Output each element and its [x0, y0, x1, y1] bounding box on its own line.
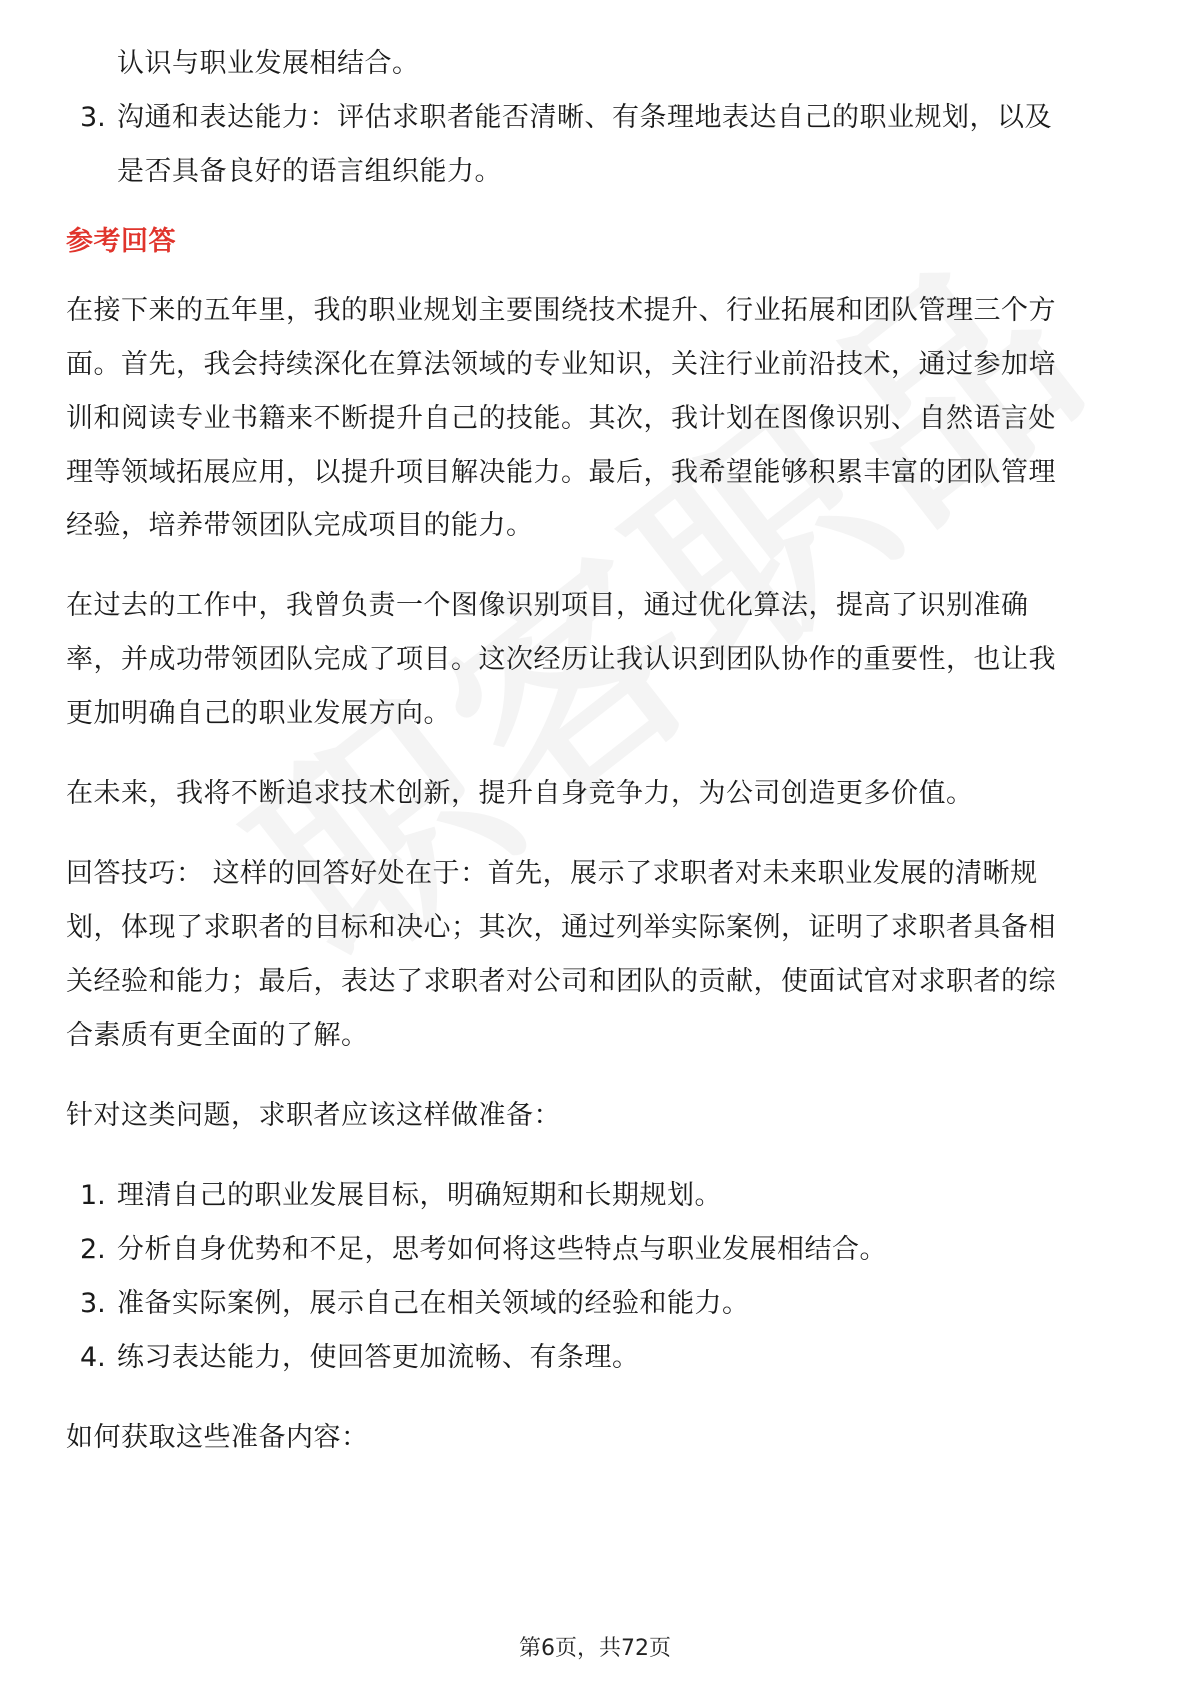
prep-item-number: 4.: [80, 1342, 106, 1373]
prep-item-number: 2.: [80, 1234, 106, 1265]
continuation-text: 认识与职业发展相结合。: [117, 48, 420, 79]
page-number-footer: 第6页，共72页: [519, 1636, 671, 1661]
answer-heading: 参考回答: [66, 226, 176, 257]
paragraph-line: 在未来，我将不断追求技术创新，提升自身竞争力，为公司创造更多价值。: [66, 778, 974, 809]
prep-item-number: 1.: [80, 1180, 106, 1211]
paragraph-line: 在接下来的五年里，我的职业规划主要围绕技术提升、行业拓展和团队管理三个方: [66, 295, 1056, 326]
tips-line: 合素质有更全面的了解。: [66, 1020, 369, 1051]
paragraph-line: 在过去的工作中，我曾负责一个图像识别项目，通过优化算法，提高了识别准确: [66, 590, 1029, 621]
how-to-get-heading: 如何获取这些准备内容：: [66, 1422, 369, 1453]
tips-line: 关经验和能力；最后，表达了求职者对公司和团队的贡献，使面试官对求职者的综: [66, 966, 1056, 997]
paragraph-line: 理等领域拓展应用，以提升项目解决能力。最后，我希望能够积累丰富的团队管理: [66, 457, 1056, 488]
paragraph-line: 训和阅读专业书籍来不断提升自己的技能。其次，我计划在图像识别、自然语言处: [66, 403, 1056, 434]
prep-item-text: 准备实际案例，展示自己在相关领域的经验和能力。: [117, 1288, 750, 1319]
criteria-item-text: 是否具备良好的语言组织能力。: [117, 156, 502, 187]
prep-item-text: 分析自身优势和不足，思考如何将这些特点与职业发展相结合。: [117, 1234, 887, 1265]
prep-item-text: 练习表达能力，使回答更加流畅、有条理。: [117, 1342, 640, 1373]
paragraph-line: 率，并成功带领团队完成了项目。这次经历让我认识到团队协作的重要性，也让我: [66, 644, 1056, 675]
paragraph-line: 更加明确自己的职业发展方向。: [66, 698, 451, 729]
paragraph-line: 经验，培养带领团队完成项目的能力。: [66, 510, 534, 541]
paragraph-line: 面。首先，我会持续深化在算法领域的专业知识，关注行业前沿技术，通过参加培: [66, 349, 1056, 380]
prep-item-text: 理清自己的职业发展目标，明确短期和长期规划。: [117, 1180, 722, 1211]
prep-intro: 针对这类问题，求职者应该这样做准备：: [66, 1100, 561, 1131]
tips-line: 回答技巧： 这样的回答好处在于：首先，展示了求职者对未来职业发展的清晰规: [66, 858, 1038, 889]
prep-item-number: 3.: [80, 1288, 106, 1319]
tips-line: 划，体现了求职者的目标和决心；其次，通过列举实际案例，证明了求职者具备相: [66, 912, 1056, 943]
criteria-item-text: 沟通和表达能力：评估求职者能否清晰、有条理地表达自己的职业规划，以及: [117, 102, 1052, 133]
criteria-item-number: 3.: [80, 102, 106, 133]
